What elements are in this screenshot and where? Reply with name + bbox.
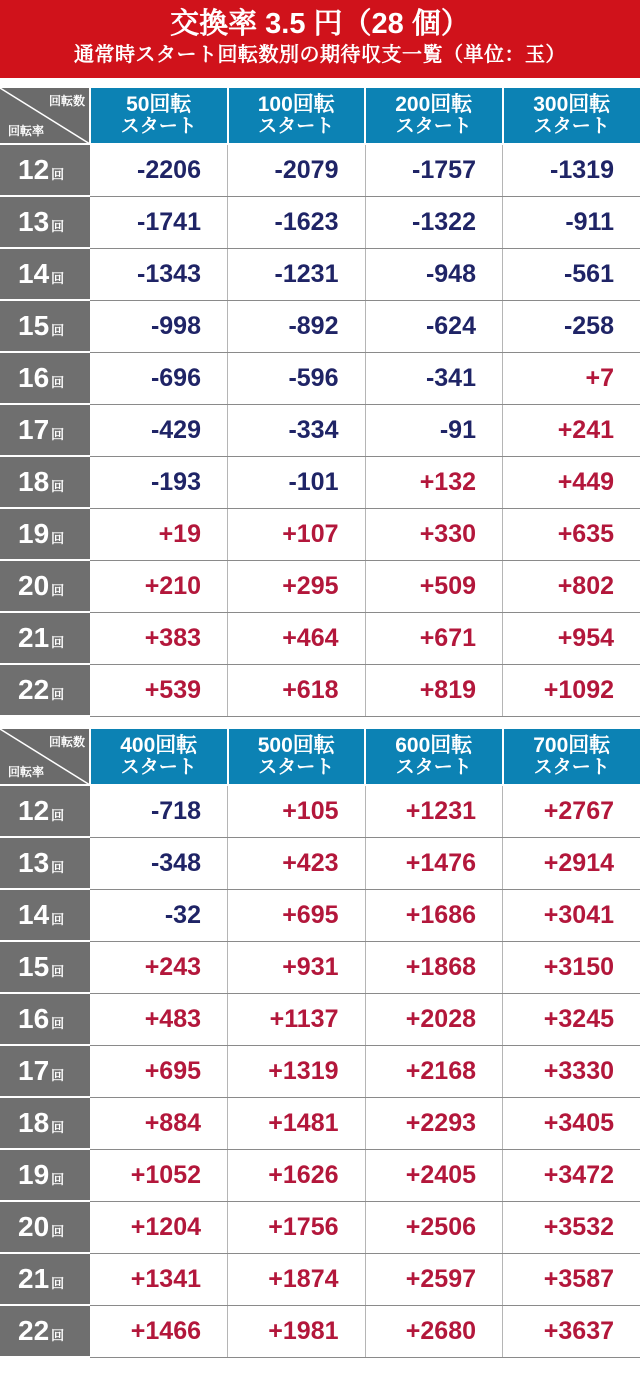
page-title: 交換率 3.5 円（28 個） — [170, 8, 470, 40]
row-unit: 回 — [51, 808, 65, 823]
row-header — [0, 1253, 90, 1305]
value-cell: +1476 — [365, 837, 503, 889]
value-cell: -998 — [90, 300, 228, 352]
value-cell: -348 — [90, 837, 228, 889]
value-cell: +1052 — [90, 1149, 228, 1201]
table-row — [0, 889, 640, 941]
header-row — [0, 729, 640, 785]
value-cell: +635 — [503, 508, 640, 560]
row-rate: 12 — [18, 154, 50, 185]
value-cell: +802 — [503, 560, 640, 612]
value-cell: +3472 — [503, 1149, 640, 1201]
column-header — [228, 88, 366, 144]
row-header — [0, 664, 90, 716]
value-cell: -696 — [90, 352, 228, 404]
value-cell: +1466 — [90, 1305, 228, 1357]
row-header — [0, 837, 90, 889]
table-row — [0, 404, 640, 456]
row-header — [0, 300, 90, 352]
table-row — [0, 352, 640, 404]
value-cell: +2597 — [365, 1253, 503, 1305]
row-unit: 回 — [51, 1016, 65, 1031]
row-header — [0, 456, 90, 508]
column-header-start: スタート — [395, 756, 472, 778]
value-cell: -341 — [365, 352, 503, 404]
header-spacer — [0, 78, 640, 88]
table-row — [0, 248, 640, 300]
row-unit: 回 — [51, 531, 65, 546]
value-cell: +241 — [503, 404, 640, 456]
table-spacer — [0, 717, 640, 729]
column-header-spins: 200回転 — [395, 92, 473, 116]
row-rate: 21 — [18, 622, 50, 653]
value-cell: +1686 — [365, 889, 503, 941]
value-cell: -258 — [503, 300, 640, 352]
value-cell: -892 — [228, 300, 366, 352]
value-cell: -2079 — [228, 144, 366, 196]
row-header — [0, 889, 90, 941]
value-cell: +884 — [90, 1097, 228, 1149]
row-header — [0, 560, 90, 612]
column-header — [365, 88, 503, 144]
row-unit: 回 — [51, 964, 65, 979]
value-cell: +464 — [228, 612, 366, 664]
value-cell: +243 — [90, 941, 228, 993]
value-cell: +509 — [365, 560, 503, 612]
value-cell: +1874 — [228, 1253, 366, 1305]
value-cell: -1343 — [90, 248, 228, 300]
value-cell: -193 — [90, 456, 228, 508]
row-unit: 回 — [51, 1068, 65, 1083]
table-row — [0, 1253, 640, 1305]
column-header — [503, 88, 640, 144]
row-header — [0, 941, 90, 993]
value-cell: +618 — [228, 664, 366, 716]
column-header — [503, 729, 640, 785]
value-cell: -2206 — [90, 144, 228, 196]
row-header — [0, 612, 90, 664]
column-header-spins: 100回転 — [257, 92, 335, 116]
value-cell: +1481 — [228, 1097, 366, 1149]
value-cell: -32 — [90, 889, 228, 941]
value-cell: +1092 — [503, 664, 640, 716]
row-unit: 回 — [51, 427, 65, 442]
expectation-table-2 — [0, 729, 640, 1358]
row-rate: 15 — [18, 951, 50, 982]
row-rate: 22 — [18, 1315, 50, 1346]
row-rate: 22 — [18, 674, 50, 705]
table-row — [0, 144, 640, 196]
column-header-spins: 600回転 — [395, 733, 473, 757]
value-cell: +1137 — [228, 993, 366, 1045]
row-unit: 回 — [51, 1328, 65, 1343]
row-unit: 回 — [51, 1120, 65, 1135]
corner-cell — [0, 88, 90, 144]
row-rate: 17 — [18, 414, 50, 445]
value-cell: +3587 — [503, 1253, 640, 1305]
row-rate: 19 — [18, 1159, 50, 1190]
corner-label-rate: 回転率 — [8, 765, 45, 779]
value-cell: +132 — [365, 456, 503, 508]
row-unit: 回 — [51, 1172, 65, 1187]
value-cell: -624 — [365, 300, 503, 352]
column-header — [228, 729, 366, 785]
value-cell: +1231 — [365, 785, 503, 837]
corner-label-rate: 回転率 — [8, 124, 45, 138]
value-cell: +2767 — [503, 785, 640, 837]
value-cell: +931 — [228, 941, 366, 993]
page-subtitle: 通常時スタート回転数別の期待収支一覧（単位：玉） — [74, 44, 566, 66]
column-header-spins: 50回転 — [126, 92, 192, 116]
value-cell: -718 — [90, 785, 228, 837]
value-cell: +2293 — [365, 1097, 503, 1149]
table-row — [0, 1305, 640, 1357]
table-row — [0, 837, 640, 889]
row-rate: 20 — [18, 1211, 50, 1242]
table-row — [0, 1149, 640, 1201]
value-cell: -1623 — [228, 196, 366, 248]
row-unit: 回 — [51, 375, 65, 390]
value-cell: +954 — [503, 612, 640, 664]
row-header — [0, 1201, 90, 1253]
value-cell: +3245 — [503, 993, 640, 1045]
value-cell: +3330 — [503, 1045, 640, 1097]
column-header-spins: 400回転 — [120, 733, 198, 757]
value-cell: +383 — [90, 612, 228, 664]
value-cell: +2168 — [365, 1045, 503, 1097]
value-cell: -91 — [365, 404, 503, 456]
value-cell: +449 — [503, 456, 640, 508]
row-rate: 19 — [18, 518, 50, 549]
row-header — [0, 1149, 90, 1201]
row-header — [0, 785, 90, 837]
column-header — [90, 729, 228, 785]
value-cell: -1322 — [365, 196, 503, 248]
row-header — [0, 144, 90, 196]
row-rate: 18 — [18, 466, 50, 497]
row-unit: 回 — [51, 167, 65, 182]
corner-label-spins: 回転数 — [48, 735, 85, 749]
column-header-spins: 500回転 — [257, 733, 335, 757]
value-cell: +1341 — [90, 1253, 228, 1305]
row-unit: 回 — [51, 912, 65, 927]
value-cell: -1319 — [503, 144, 640, 196]
row-unit: 回 — [51, 635, 65, 650]
table-row — [0, 612, 640, 664]
row-header — [0, 1045, 90, 1097]
value-cell: +2506 — [365, 1201, 503, 1253]
value-cell: +483 — [90, 993, 228, 1045]
value-cell: -1757 — [365, 144, 503, 196]
column-header — [365, 729, 503, 785]
row-rate: 16 — [18, 362, 50, 393]
value-cell: +695 — [90, 1045, 228, 1097]
table-row — [0, 456, 640, 508]
tables-container — [0, 88, 640, 1358]
row-unit: 回 — [51, 860, 65, 875]
table-row — [0, 993, 640, 1045]
value-cell: +295 — [228, 560, 366, 612]
column-header — [90, 88, 228, 144]
value-cell: -1231 — [228, 248, 366, 300]
value-cell: -101 — [228, 456, 366, 508]
value-cell: +2405 — [365, 1149, 503, 1201]
value-cell: +695 — [228, 889, 366, 941]
table-row — [0, 664, 640, 716]
row-rate: 21 — [18, 1263, 50, 1294]
row-rate: 18 — [18, 1107, 50, 1138]
column-header-start: スタート — [533, 115, 610, 137]
value-cell: -429 — [90, 404, 228, 456]
row-header — [0, 248, 90, 300]
row-header — [0, 993, 90, 1045]
column-header-spins: 300回転 — [533, 92, 611, 116]
value-cell: +2028 — [365, 993, 503, 1045]
table-row — [0, 785, 640, 837]
row-rate: 14 — [18, 258, 50, 289]
row-unit: 回 — [51, 479, 65, 494]
value-cell: +671 — [365, 612, 503, 664]
value-cell: +3405 — [503, 1097, 640, 1149]
value-cell: +105 — [228, 785, 366, 837]
table-row — [0, 1045, 640, 1097]
row-header — [0, 196, 90, 248]
value-cell: -1741 — [90, 196, 228, 248]
row-unit: 回 — [51, 271, 65, 286]
value-cell: +1204 — [90, 1201, 228, 1253]
value-cell: +1756 — [228, 1201, 366, 1253]
value-cell: +1981 — [228, 1305, 366, 1357]
table-row — [0, 1201, 640, 1253]
value-cell: +3041 — [503, 889, 640, 941]
value-cell: +3637 — [503, 1305, 640, 1357]
row-unit: 回 — [51, 1224, 65, 1239]
row-header — [0, 352, 90, 404]
row-header — [0, 1097, 90, 1149]
row-rate: 16 — [18, 1003, 50, 1034]
value-cell: +423 — [228, 837, 366, 889]
column-header-start: スタート — [533, 756, 610, 778]
row-header — [0, 404, 90, 456]
row-header — [0, 508, 90, 560]
header-row — [0, 88, 640, 144]
value-cell: -596 — [228, 352, 366, 404]
value-cell: +1868 — [365, 941, 503, 993]
row-rate: 12 — [18, 795, 50, 826]
column-header-start: スタート — [395, 115, 472, 137]
value-cell: +2680 — [365, 1305, 503, 1357]
row-unit: 回 — [51, 583, 65, 598]
table-row — [0, 508, 640, 560]
row-unit: 回 — [51, 323, 65, 338]
row-rate: 13 — [18, 847, 50, 878]
value-cell: +2914 — [503, 837, 640, 889]
value-cell: -334 — [228, 404, 366, 456]
row-unit: 回 — [51, 687, 65, 702]
column-header-start: スタート — [120, 115, 197, 137]
page-header — [0, 0, 640, 78]
corner-cell — [0, 729, 90, 785]
value-cell: +107 — [228, 508, 366, 560]
column-header-start: スタート — [120, 756, 197, 778]
row-header — [0, 1305, 90, 1357]
corner-label-spins: 回転数 — [48, 94, 85, 108]
value-cell: +3150 — [503, 941, 640, 993]
table-row — [0, 196, 640, 248]
value-cell: +330 — [365, 508, 503, 560]
value-cell: +1319 — [228, 1045, 366, 1097]
value-cell: -911 — [503, 196, 640, 248]
table-row — [0, 1097, 640, 1149]
row-rate: 17 — [18, 1055, 50, 1086]
row-unit: 回 — [51, 219, 65, 234]
value-cell: +819 — [365, 664, 503, 716]
value-cell: +1626 — [228, 1149, 366, 1201]
value-cell: -948 — [365, 248, 503, 300]
table-row — [0, 300, 640, 352]
table-row — [0, 941, 640, 993]
row-rate: 14 — [18, 899, 50, 930]
value-cell: +3532 — [503, 1201, 640, 1253]
value-cell: +539 — [90, 664, 228, 716]
value-cell: +19 — [90, 508, 228, 560]
table-row — [0, 560, 640, 612]
row-unit: 回 — [51, 1276, 65, 1291]
row-rate: 13 — [18, 206, 50, 237]
column-header-start: スタート — [258, 756, 335, 778]
row-rate: 20 — [18, 570, 50, 601]
expectation-table-1 — [0, 88, 640, 717]
row-rate: 15 — [18, 310, 50, 341]
value-cell: +7 — [503, 352, 640, 404]
column-header-start: スタート — [258, 115, 335, 137]
column-header-spins: 700回転 — [533, 733, 611, 757]
value-cell: +210 — [90, 560, 228, 612]
value-cell: -561 — [503, 248, 640, 300]
